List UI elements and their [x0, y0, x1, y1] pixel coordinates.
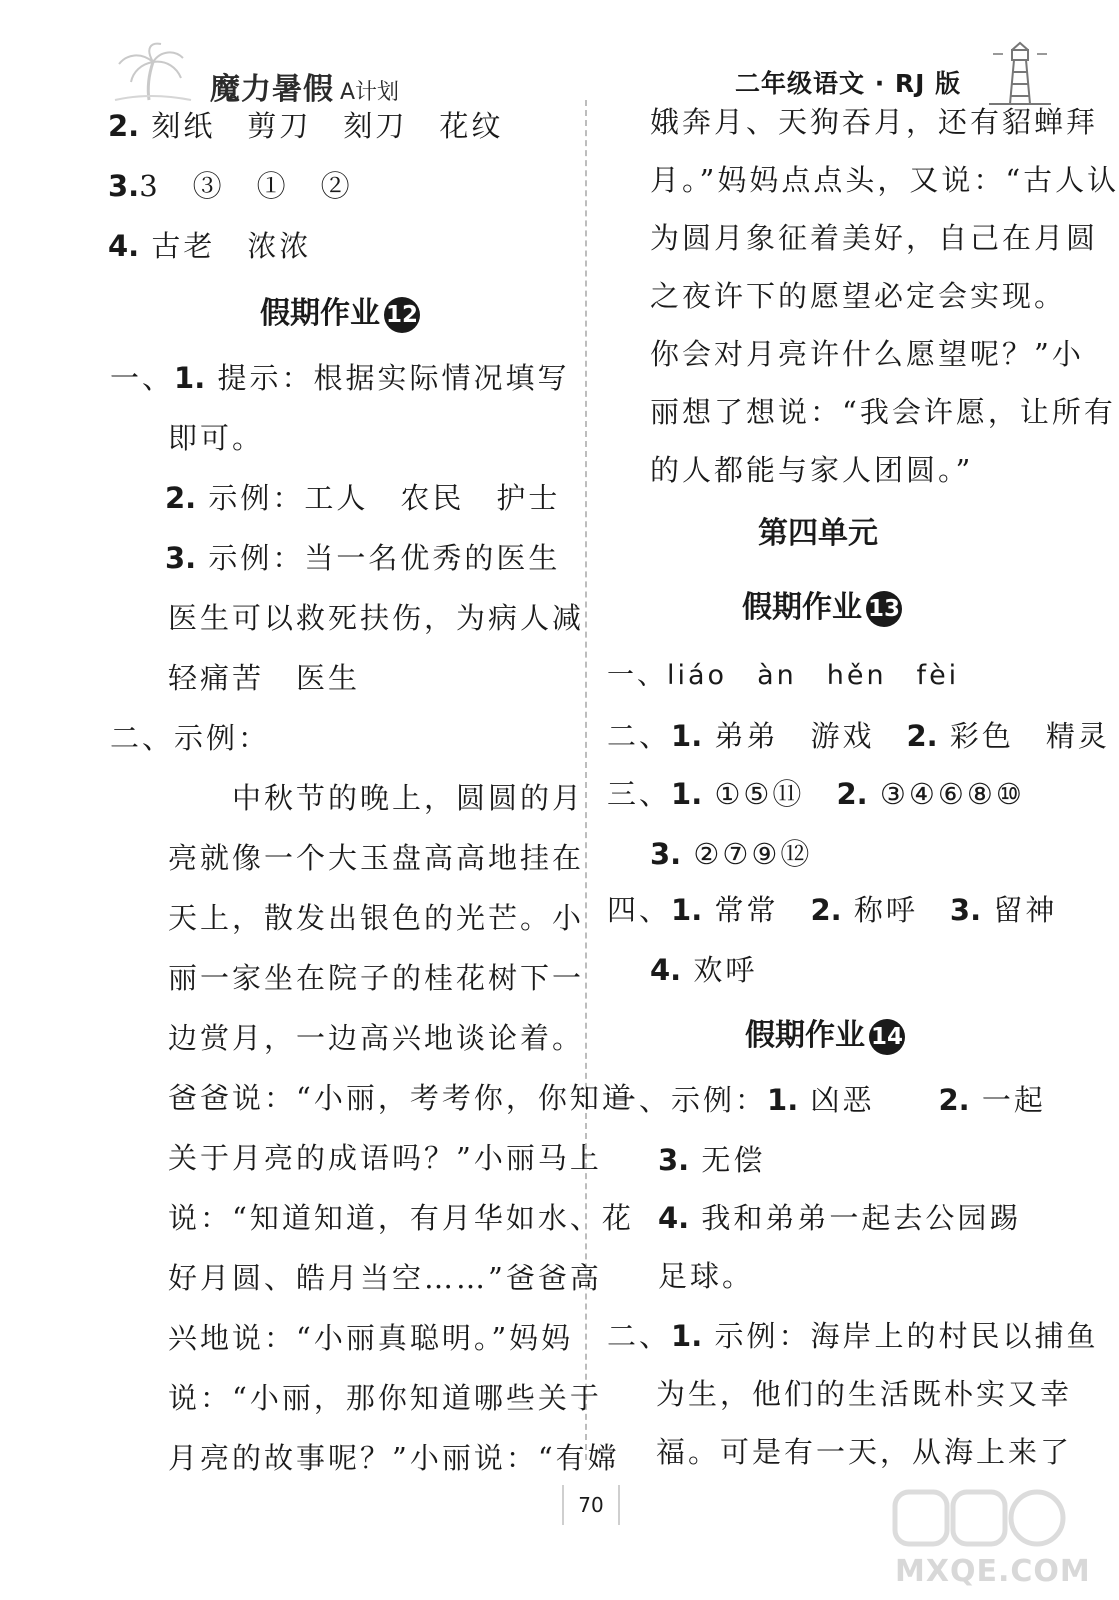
essay-line: 丽想了想说：“我会许愿，让所有 — [650, 395, 1116, 429]
watermark-text: MXQE.COM — [895, 1554, 1091, 1589]
part1-item-1: 一、1. 提示：根据实际情况填写 — [110, 361, 570, 395]
section-heading-12: 假期作业 12 — [260, 296, 418, 331]
essay-line: 月。”妈妈点点头，又说：“古人认 — [650, 163, 1119, 197]
brand-logo — [210, 64, 399, 108]
part1-item-3: 3. 示例：当一名优秀的医生 — [165, 541, 561, 575]
part1-item-3-line2: 医生可以救死扶伤，为病人减 — [168, 601, 585, 635]
h14-part1-item3: 3. 无偿 — [658, 1143, 766, 1177]
brand-sub-text: A计划 — [340, 80, 400, 105]
essay-line: 的人都能与家人团圆。” — [650, 453, 974, 487]
pinyin-answer: 一、liáo àn hěn fèi — [607, 660, 960, 691]
unit-title: 第四单元 — [758, 516, 878, 551]
number-badge-12: 12 — [384, 297, 420, 333]
page-number: 70 — [562, 1485, 620, 1525]
part2-answers: 二、1. 弟弟 游戏 2. 彩色 精灵 — [607, 719, 1110, 753]
part4-answers: 四、1. 常常 2. 称呼 3. 留神 — [607, 893, 1058, 927]
section-heading-13: 假期作业 13 — [742, 590, 900, 625]
lighthouse-logo-icon — [985, 40, 1055, 108]
h14-part2: 二、1. 示例：海岸上的村民以捕鱼 — [607, 1319, 1099, 1353]
h14-part1: 一、示例：1. 凶恶 2. 一起 — [607, 1083, 1046, 1117]
part4-answers-cont: 4. 欢呼 — [650, 953, 758, 987]
essay-line: 之夜许下的愿望必定会实现。 — [650, 279, 1067, 313]
essay-line: 月亮的故事呢？”小丽说：“有嫦 — [168, 1441, 620, 1475]
watermark-logo — [885, 1484, 1091, 1594]
h14-part1-item4: 4. 我和弟弟一起去公园踢 — [658, 1201, 1022, 1235]
essay-line: 边赏月，一边高兴地谈论着。 — [168, 1021, 585, 1055]
essay-line: 中秋节的晚上，圆圆的月 — [168, 781, 585, 815]
essay-line: 娥奔月、天狗吞月，还有貂蝉拜 — [650, 105, 1099, 139]
part1-item-2: 2. 示例：工人 农民 护士 — [165, 481, 561, 515]
part2-label: 二、示例： — [110, 721, 271, 755]
essay-line: 你会对月亮许什么愿望呢？”小 — [650, 337, 1084, 371]
part3-answers-cont: 3. ②⑦⑨⑫ — [650, 837, 813, 871]
answer-4: 4. 古老 浓浓 — [108, 229, 312, 263]
essay-line: 兴地说：“小丽真聪明。”妈妈 — [168, 1321, 574, 1355]
part1-item-3-line3: 轻痛苦 医生 — [168, 661, 361, 695]
section-heading-14: 假期作业 14 — [745, 1018, 903, 1053]
h14-part1-item4-cont: 足球。 — [658, 1259, 755, 1293]
h14-part2-line3: 福。可是有一天，从海上来了 — [656, 1435, 1073, 1469]
essay-line: 亮就像一个大玉盘高高地挂在 — [168, 841, 585, 875]
h14-part2-line2: 为生，他们的生活既朴实又幸 — [656, 1377, 1073, 1411]
column-divider — [585, 100, 587, 1460]
essay-line: 说：“小丽，那你知道哪些关于 — [168, 1381, 602, 1415]
essay-line: 说：“知道知道，有月华如水、花 — [168, 1201, 634, 1235]
brand-main-text: 魔力暑假 — [210, 72, 334, 107]
part3-answers: 三、1. ①⑤⑪ 2. ③④⑥⑧⑩ — [607, 777, 1025, 811]
answer-2: 2. 刻纸 剪刀 刻刀 花纹 — [108, 109, 504, 143]
part1-item-1-cont: 即可。 — [168, 421, 265, 455]
palm-tree-logo-icon — [105, 42, 195, 102]
essay-line: 好月圆、皓月当空……”爸爸高 — [168, 1261, 602, 1295]
essay-line: 丽一家坐在院子的桂花树下一 — [168, 961, 585, 995]
essay-line: 爸爸说：“小丽，考考你，你知道 — [168, 1081, 634, 1115]
essay-line: 天上，散发出银色的光芒。小 — [168, 901, 585, 935]
essay-line: 为圆月象征着美好，自己在月圆 — [650, 221, 1099, 255]
essay-line: 关于月亮的成语吗？”小丽马上 — [168, 1141, 602, 1175]
answer-3: 3.3 ③ ① ② — [108, 169, 353, 203]
number-badge-14: 14 — [869, 1019, 905, 1055]
grade-label: 二年级语文 · RJ 版 — [735, 69, 962, 98]
number-badge-13: 13 — [866, 591, 902, 627]
